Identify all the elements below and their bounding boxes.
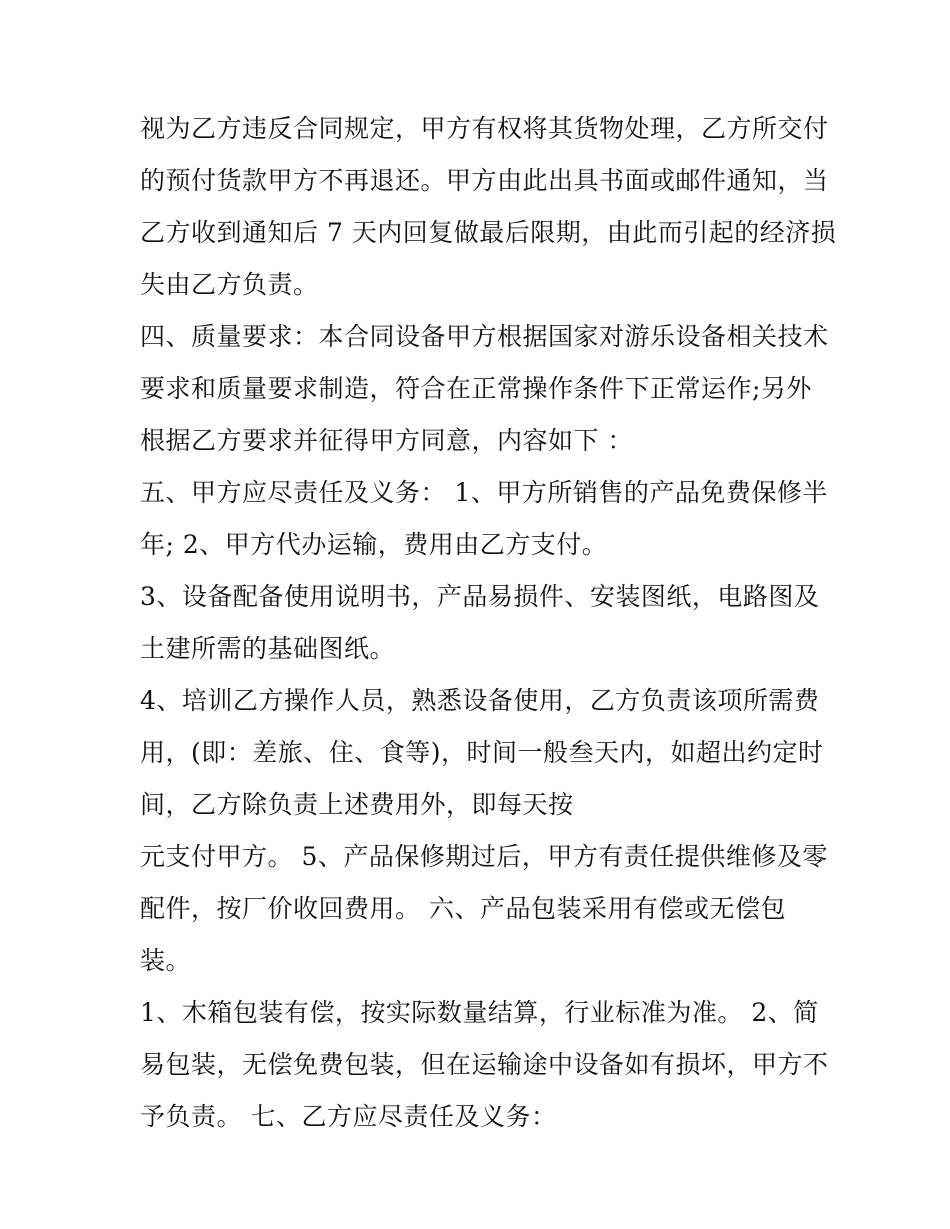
text-line: 1、木箱包装有偿，按实际数量结算，行业标准为准。 2、简 <box>140 998 819 1027</box>
text-line: 4、培训乙方操作人员，熟悉设备使用，乙方负责该项所需费 <box>140 686 820 715</box>
text-line: 用，(即：差旅、住、食等)，时间一般叁天内，如超出约定时 <box>140 738 824 767</box>
text-line: 易包装，无偿免费包装，但在运输途中设备如有损坏，甲方不 <box>140 1050 829 1079</box>
text-line: 五、甲方应尽责任及义务： 1、甲方所销售的产品免费保修半 <box>140 478 828 507</box>
text-line: 根据乙方要求并征得甲方同意，内容如下 ： <box>140 426 633 455</box>
text-line: 视为乙方违反合同规定，甲方有权将其货物处理，乙方所交付 <box>140 114 829 143</box>
document-body <box>140 103 837 1143</box>
text-line: 予负责。 七、乙方应尽责任及义务： <box>140 1102 557 1131</box>
text-line: 装。 <box>140 946 192 975</box>
text-line: 土建所需的基础图纸。 <box>140 634 396 663</box>
text-line: 元支付甲方。 5、产品保修期过后，甲方有责任提供维修及零 <box>140 842 828 871</box>
text-line: 失由乙方负责。 <box>140 270 319 299</box>
text-line: 3、设备配备使用说明书，产品易损件、安装图纸，电路图及 <box>140 582 820 611</box>
text-line: 的预付货款甲方不再退还。甲方由此出具书面或邮件通知，当 <box>140 166 829 195</box>
text-line: 要求和质量要求制造，符合在正常操作条件下正常运作;另外 <box>140 374 812 403</box>
text-line: 间，乙方除负责上述费用外，即每天按 <box>140 790 574 819</box>
text-line: 乙方收到通知后 7 天内回复做最后限期，由此而引起的经济损 <box>140 218 837 247</box>
text-line: 配件，按厂价收回费用。 六、产品包装采用有偿或无偿包 <box>140 894 786 923</box>
text-line: 年; 2、甲方代办运输，费用由乙方支付。 <box>140 530 608 559</box>
text-line: 四、质量要求：本合同设备甲方根据国家对游乐设备相关技术 <box>140 322 829 351</box>
